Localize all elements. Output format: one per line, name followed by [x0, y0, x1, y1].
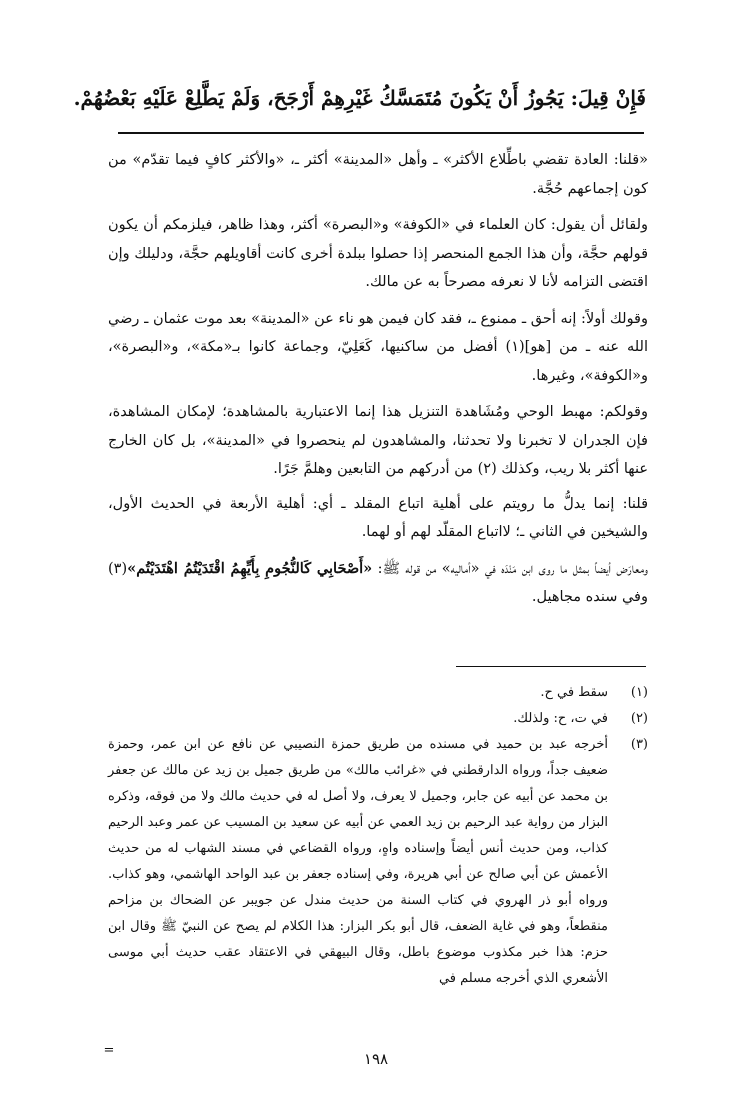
commentary-body: [108, 146, 648, 620]
footnote-text: أخرجه عبد بن حميد في مسنده من طريق حمزة النصيبي عن نافع عن ابن عمر، وحمزة ضعيف جداً، ورواه الدارقطني في «غرائب مالك» من طريق جميل بن زيد عن مالك عن جعفر بن محمد عن أبيه عن جابر، وجميل لا يعرف، ولا أصل له في حديث مالك ولا من فوقه، وذكره البزار من رواية عبد الرحيم بن زيد العمي عن أبيه عن سعيد بن المسيب عن عمر وعبد الرحيم كذاب، ومن حديث أنس أيضاً وإسناده واهٍ، ورواه القضاعي في مسند الشهاب له من حديث الأعمش عن أبي صالح عن أبي هريرة، وفي إسناده جعفر بن عبد الواحد الهاشمي، وهو كذاب. ورواه أبو ذر الهروي في كتاب السنة من حديث مندل عن جويبر عن الضحاك بن مزاحم منقطعاً، وهو في غاية الضعف، قال أبو بكر البزار: هذا الكلام لم يصح عن النبيّ ﷺ وقال ابن حزم: هذا خبر مكذوب موضوع باطل، وقال البيهقي في الاعتقاد عقب حديث أبي موسى الأشعري الذي أخرجه مسلم في: [108, 737, 608, 986]
hadith-quote: «أَصْحَابِي كَالنُّجُومِ بِأَيِّهِمُ اقْتَدَيْتُمُ اهْتَدَيْتُم»: [127, 559, 373, 577]
matn-heading: فَإِنْ قِيلَ: يَجُوزُ أَنْ يَكُونَ مُتَمَسَّكُ غَيْرِهِمْ أَرْجَحَ، وَلَمْ يَطَّلِعْ عَلَيْهِ بَعْضُهُمْ.: [73, 86, 646, 110]
footnote-2: [108, 706, 648, 732]
footnotes: [108, 680, 648, 992]
footnote-divider: [456, 666, 646, 667]
paragraph-6-after: (٣) وفي سنده مجاهيل.: [108, 560, 648, 605]
paragraph-5: قلنا: إنما يدلُّ ما رويتم على أهلية اتباع المقلد ـ أي: أهلية الأربعة في الحديث الأول، والشيخين في الثاني ـ؛ لااتباع المقلّد لهم أو لهما.: [108, 495, 648, 540]
page-number: ١٩٨: [363, 1050, 389, 1068]
footnote-text: في ت، ح: ولذلك.: [513, 711, 608, 726]
paragraph-3: وقولك أولاً: إنه أحق ـ ممنوع ـ، فقد كان فيمن هو ناء عن «المدينة» بعد موت عثمان ـ رضي الله عنه ـ من [هو](١) أفضل من ساكنيها، كَعَلِيّ، وجماعة كانوا بـ«مكة»، و«البصرة»، و«الكوفة»، وغيرها.: [108, 310, 649, 384]
paragraph-6: [108, 555, 648, 612]
footnote-text: سقط في ح.: [540, 685, 608, 700]
footnote-number: (٣): [630, 737, 648, 752]
footnote-1: [108, 680, 648, 706]
paragraph-4: وقولكم: مهبط الوحي ومُشَاهدة التنزيل هذا إنما الاعتبارية بالمشاهدة؛ لإمكان المشاهدة، فإن الجدران لا تخبرنا ولا تحدثنا، والمشاهدون لم ينحصروا في «المدينة»، بل كان الخارج عنها أكثر بلا ريب، وكذلك (٢) من أدركهم من التابعين وهلمَّ جَرًا.: [108, 404, 648, 477]
continuation-mark: =: [103, 1043, 115, 1058]
heading-divider: [118, 132, 644, 134]
paragraph-2: ولقائل أن يقول: كان العلماء في «الكوفة» و«البصرة» أكثر، وهذا ظاهر، فيلزمكم أن يكون قولهم حجَّة، وأن هذا الجمع المنحصر إذا حصلوا ببلدة أخرى كانت أقاويلهم حجَّة، ودليلك وإن اقتضى التزامه لأنا لا نعرفه مصرحاً به عن مالك.: [108, 217, 648, 290]
footnote-number: (١): [630, 685, 648, 700]
paragraph-1: «قلنا: العادة تقضي باطِّلاع الأكثر» ـ وأهل «المدينة» أكثر ـ، «والأكثر كافٍ فيما تقدّم» من كون إجماعهم حُجَّة.: [108, 152, 648, 197]
footnote-number: (٢): [630, 711, 648, 726]
footnote-3: [108, 732, 648, 992]
paragraph-6-intro: ومعارَض أيضاً بمثل ما روى ابن مَنْدَه في «أماليه» من قوله ﷺ:: [372, 560, 648, 577]
